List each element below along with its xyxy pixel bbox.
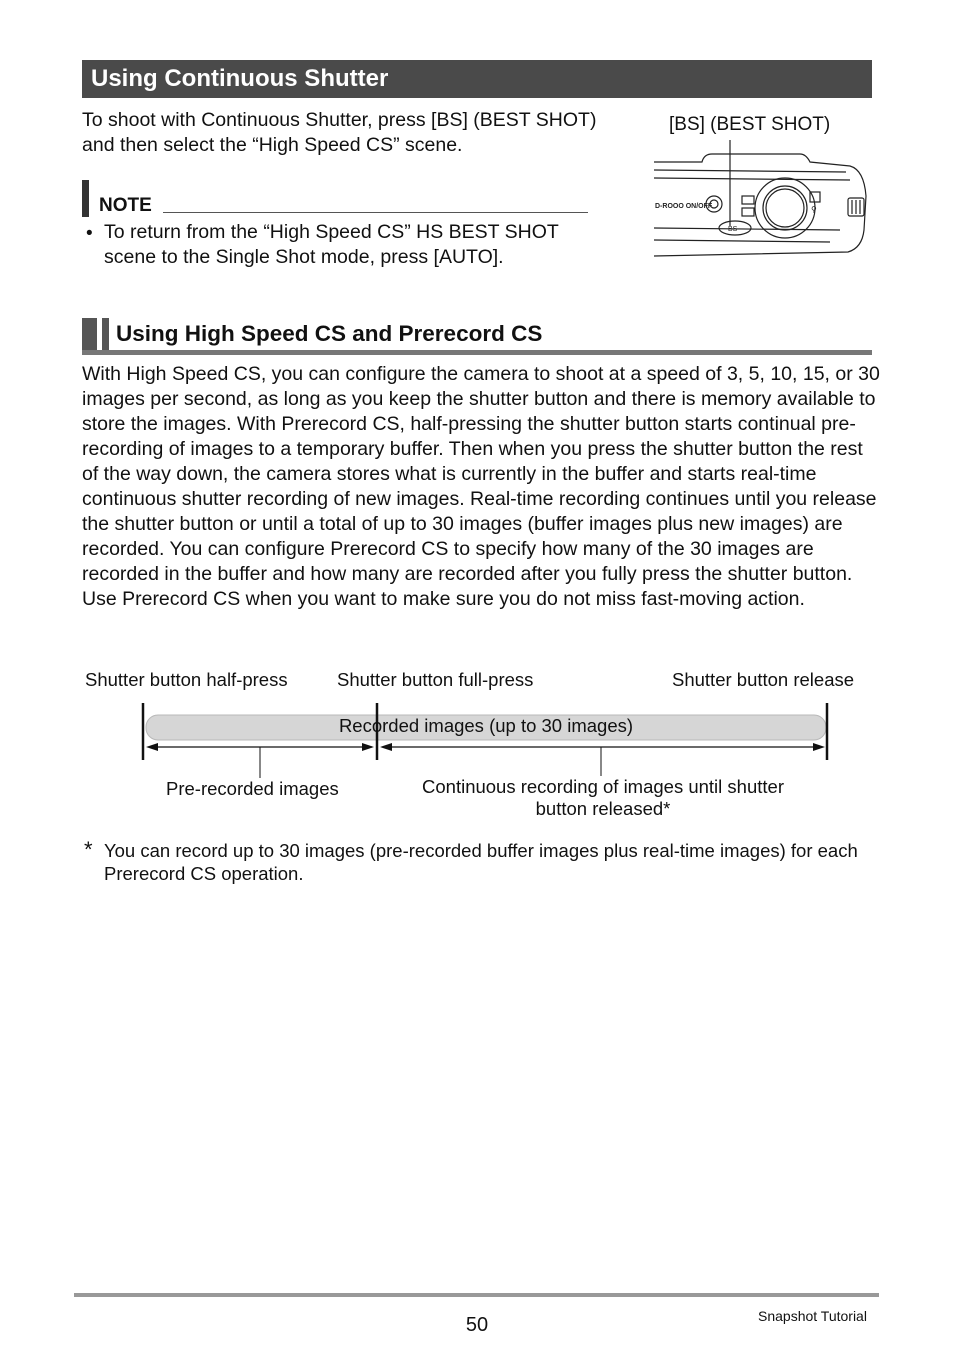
camera-callout-label: [BS] (BEST SHOT)	[669, 114, 831, 135]
subsection-title: Using High Speed CS and Prerecord CS	[116, 321, 543, 346]
note-label: NOTE	[99, 195, 152, 216]
note-bullet: •	[86, 223, 93, 244]
footnote-text: You can record up to 30 images (pre-recorded buffer images plus real-time images) for each Prerecord CS operation.	[104, 840, 858, 884]
bs-button-text: BS	[728, 226, 738, 233]
body-paragraph: With High Speed CS, you can configure the camera to shoot at a speed of 3, 5, 10, 15, or 30 images per second, as long as you keep the shutter button and there is memory available to store the images. With Prerecord CS, half-pressing the shutter button starts continual pre-recording of images to a temporary buffer. Then when you press the shutter button the rest of the way down, the camera stores what is currently in the buffer and starts real-time continuous shutter recording of new images. Real-time recording continues until you release the shutter button or until a total of up to 30 images (buffer images plus new images) are recorded. You can configure Prerecord CS to specify how many of the 30 images are recorded in the buffer and how many are recorded after you fully press the shutter button. Use Prerecord CS when you want to make sure you do not miss fast-moving action.	[82, 363, 880, 610]
prerecorded-arrow-right	[362, 743, 374, 751]
section-title: Using Continuous Shutter	[82, 60, 872, 98]
page-number: 50	[465, 1314, 489, 1336]
footer-divider	[74, 1293, 879, 1297]
label-half-press: Shutter button half-press	[85, 669, 288, 690]
intro-paragraph: To shoot with Continuous Shutter, press [BS] (BEST SHOT) and then select the “High Speed CS” scene.	[82, 109, 597, 156]
prerecorded-arrow-left	[146, 743, 158, 751]
zoom-icon: ⚲	[811, 205, 817, 214]
continuous-arrow-right	[813, 743, 825, 751]
label-continuous: Continuous recording of images until shutter button released*	[422, 776, 784, 819]
continuous-arrow-left	[380, 743, 392, 751]
label-prerecorded: Pre-recorded images	[166, 778, 339, 799]
camera-mode-text: D-ROOO ON/OFF	[655, 203, 713, 210]
label-full-press: Shutter button full-press	[337, 669, 534, 690]
note-text: To return from the “High Speed CS” HS BEST SHOT scene to the Single Shot mode, press [AUTO].	[104, 221, 559, 268]
label-recorded-images: Recorded images (up to 30 images)	[338, 715, 634, 736]
label-release: Shutter button release	[672, 669, 855, 690]
footnote-marker: *	[84, 837, 93, 862]
footer-section-name: Snapshot Tutorial	[758, 1308, 867, 1324]
